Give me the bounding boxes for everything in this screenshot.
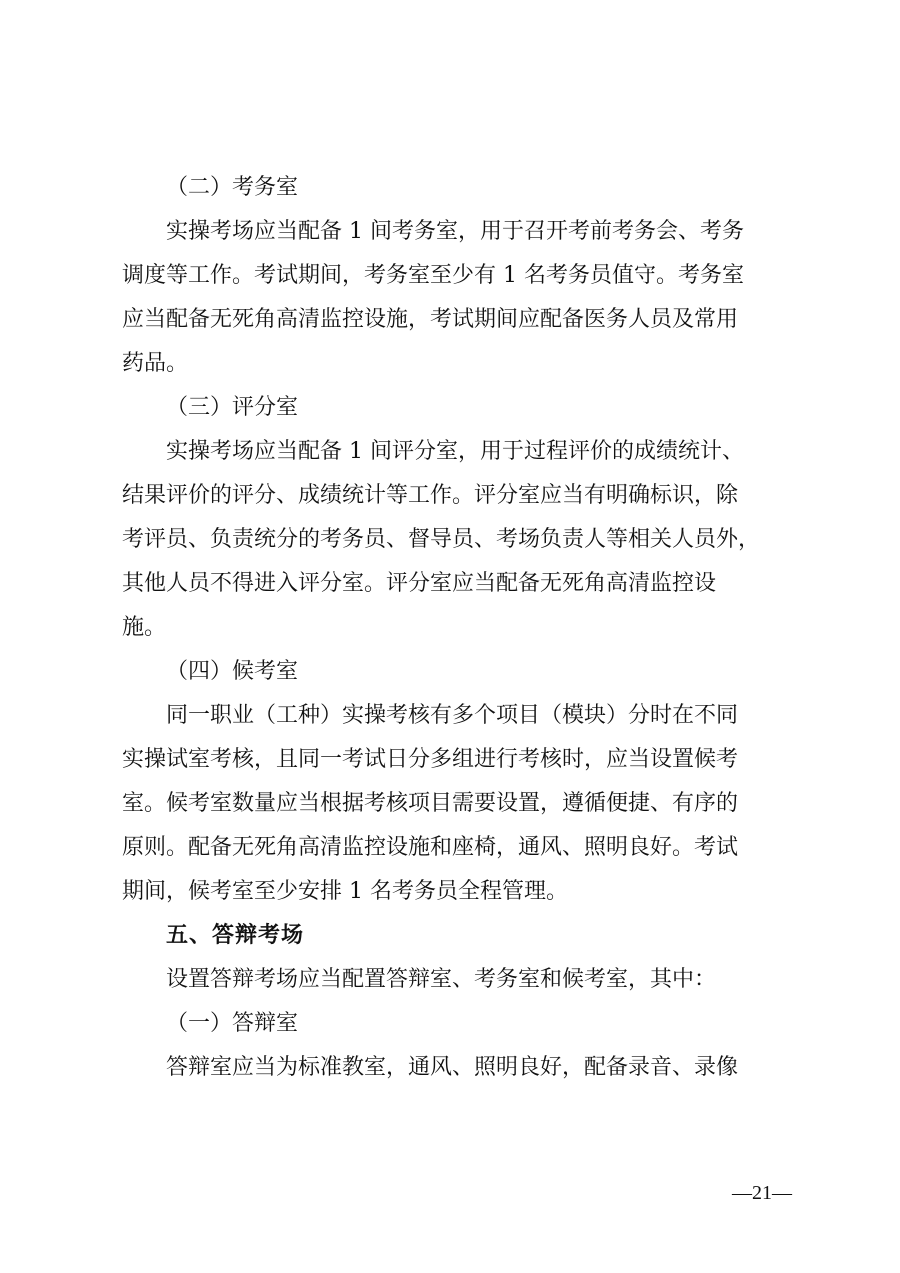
section-heading: 五、答辩考场 [166,923,305,948]
paragraph-line: 施。 [122,615,167,640]
paragraph [122,210,790,386]
paragraph [122,1046,790,1090]
paragraph-line: 调度等工作。考试期间，考务室至少有 1 名考务员值守。考务室 [122,263,744,288]
paragraph [122,430,790,650]
paragraph-line: 实操试室考核，且同一考试日分多组进行考核时，应当设置候考 [122,747,739,772]
paragraph-line: 实操考场应当配备 1 间考务室，用于召开考前考务会、考务 [166,219,744,244]
subsection-heading: （二）考务室 [166,175,299,200]
paragraph-line: 同一职业（工种）实操考核有多个项目（模块）分时在不同 [166,703,739,728]
paragraph-line: 实操考场应当配备 1 间评分室，用于过程评价的成绩统计、 [166,439,744,464]
paragraph [122,694,790,914]
paragraph [122,958,790,1002]
paragraph-line: 原则。配备无死角高清监控设施和座椅，通风、照明良好。考试 [122,835,739,860]
document-body [122,166,790,1090]
subsection-heading: （一）答辩室 [166,1011,299,1036]
paragraph-line: 结果评价的评分、成绩统计等工作。评分室应当有明确标识，除 [122,483,739,508]
paragraph-line: 期间，候考室至少安排 1 名考务员全程管理。 [122,879,568,904]
paragraph-line: 药品。 [122,351,189,376]
paragraph-line: 室。候考室数量应当根据考核项目需要设置，遵循便捷、有序的 [122,791,739,816]
page-number: —21— [732,1182,792,1204]
paragraph-line: 答辩室应当为标准教室，通风、照明良好，配备录音、录像 [166,1055,739,1080]
subsection-heading: （三）评分室 [166,395,299,420]
paragraph-line: 应当配备无死角高清监控设施，考试期间应配备医务人员及常用 [122,307,739,332]
paragraph-line: 考评员、负责统分的考务员、督导员、考场负责人等相关人员外， [122,527,761,552]
paragraph-line: 设置答辩考场应当配置答辩室、考务室和候考室，其中： [166,967,717,992]
subsection-heading: （四）候考室 [166,659,299,684]
paragraph-line: 其他人员不得进入评分室。评分室应当配备无死角高清监控设 [122,571,717,596]
